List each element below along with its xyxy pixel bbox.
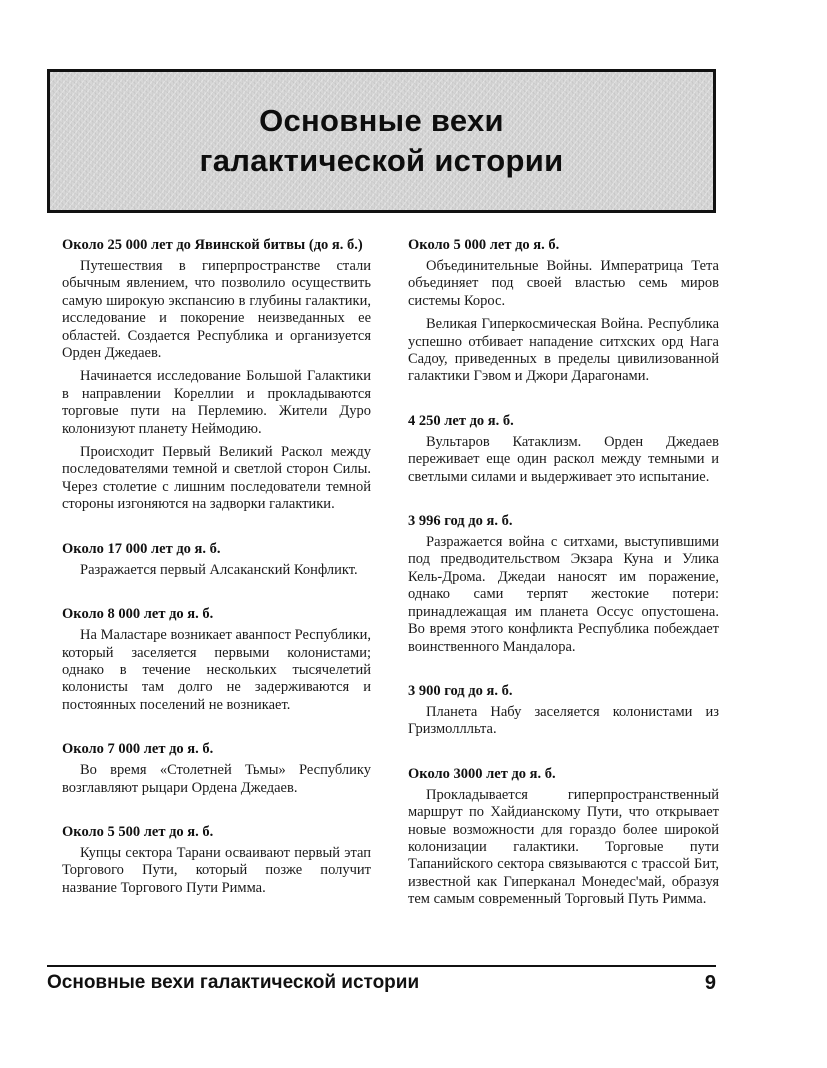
entry-paragraph: Купцы сектора Тарани осваивают первый этап Торгового Пути, который позже получит название Торгового Пути Римма. (62, 844, 371, 896)
timeline-entry (62, 823, 371, 897)
timeline-entry (408, 512, 719, 656)
entry-heading: 3 900 год до я. б. (408, 682, 513, 699)
timeline-entry (62, 540, 371, 579)
timeline-entry (408, 412, 719, 486)
entry-heading: Около 5 000 лет до я. б. (408, 237, 560, 253)
entry-paragraph: Разражается первый Алсаканский Конфликт. (80, 561, 358, 578)
entry-paragraph: Происходит Первый Великий Раскол между последователями темной и светлой сторон Силы. Через столетие с лишним последователи темной стороны изгоняются на задворки галактики. (62, 444, 371, 513)
entry-paragraph: Вультаров Катаклизм. Орден Джедаев переживает еще один раскол между темными и светлыми силами и выдерживает это испытание. (408, 433, 719, 485)
entry-paragraph: Объединительные Войны. Императрица Тета объединяет под своей властью семь миров системы Корос. (408, 258, 719, 309)
entry-paragraph: Прокладывается гиперпространственный маршрут по Хайдианскому Пути, что открывает новые возможности для гораздо более широкой колонизации галактики. Торговые пути Тапанийского сектора связываются с трассой Бит, известной как Гиперканал Монедес'май, образуя тем самым современный Торговый Путь Римма. (408, 786, 719, 908)
timeline-entry (408, 682, 719, 739)
left-column (62, 236, 371, 923)
timeline-entry (62, 605, 371, 714)
timeline-entry (408, 236, 719, 386)
entry-paragraph: Путешествия в гиперпространстве стали обычным явлением, что позволило осуществить самую широкую экспансию в глубины галактики, исследование и покорение неизведанных ее областей. Создается Республика и организуется Орден Джедаев. (62, 258, 371, 362)
chapter-title (200, 101, 564, 181)
entry-paragraph: Во время «Столетней Тьмы» Республику возглавляют рыцари Ордена Джедаев. (62, 762, 371, 796)
entry-heading: Около 8 000 лет до я. б. (62, 606, 214, 623)
chapter-title-line-2: галактической истории (199, 143, 564, 178)
entry-heading: Около 25 000 лет до Явинской битвы (до я. б.) (62, 237, 363, 253)
entry-paragraph: Начинается исследование Большой Галактики в направлении Кореллии и прокладываются торговые пути на Перлемию. Жители Дуро колонизуют планету Неймодию. (62, 368, 371, 437)
entry-heading: Около 17 000 лет до я. б. (62, 540, 221, 557)
page-number: 9 (704, 972, 716, 994)
entry-paragraph: На Маластаре возникает аванпост Республики, который заселяется первыми колонистами; однако в течение нескольких тысячелетий колонисты там долго не задерживаются и постоянных поселений не возникает. (62, 627, 371, 713)
entry-heading: Около 5 500 лет до я. б. (62, 823, 214, 840)
timeline-entry (408, 765, 719, 909)
right-column (408, 236, 719, 935)
entry-heading: Около 3000 лет до я. б. (408, 765, 556, 782)
entry-heading: Около 7 000 лет до я. б. (62, 741, 214, 758)
entry-heading: 3 996 год до я. б. (408, 513, 513, 530)
footer-divider (47, 965, 716, 967)
entry-heading: 4 250 лет до я. б. (408, 412, 514, 429)
chapter-title-line-1: Основные вехи (259, 103, 504, 138)
entry-paragraph: Планета Набу заселяется колонистами из Гризмоллльта. (408, 703, 719, 738)
entry-paragraph: Разражается война с ситхами, выступившими под предводительством Экзара Куна и Улика Кель-Дрома. Джедаи наносят им поражение, однако сами терпят жестокие потери: принадлежащая им планета Оссус опустошена. Во время этого конфликта Республика побеждает воинственного Мандалора. (408, 534, 719, 655)
timeline-entry (62, 740, 371, 797)
timeline-entry (62, 236, 371, 514)
running-footer-title: Основные вехи галактической истории (47, 972, 420, 993)
chapter-title-box (47, 69, 716, 213)
entry-paragraph: Великая Гиперкосмическая Война. Республика успешно отбивает нападение ситхских орд Нага Садоу, приведенных в пределы цивилизованной галактики Гэвом и Джори Дарагонами. (408, 316, 719, 385)
